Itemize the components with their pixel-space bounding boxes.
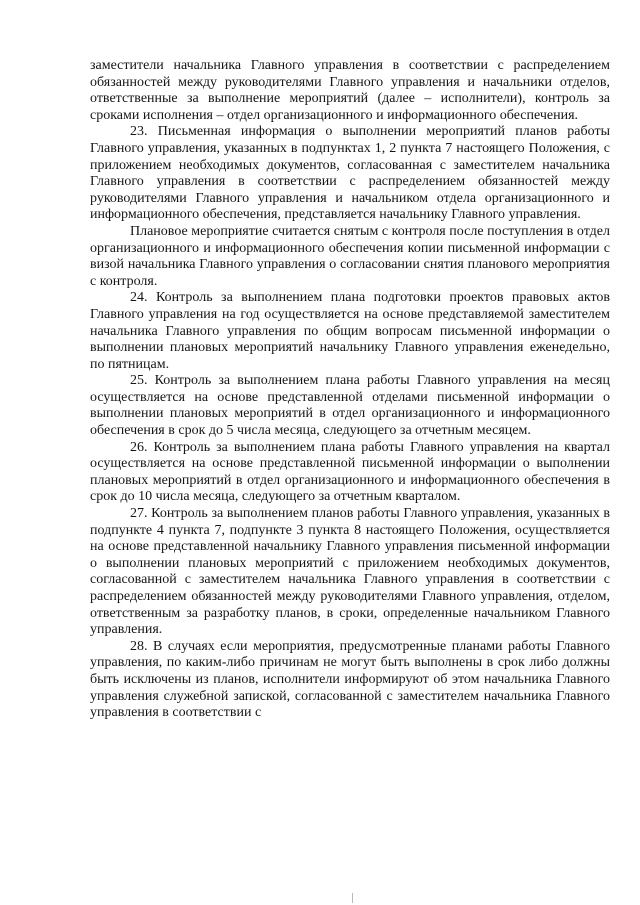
paragraph-item-26: 26. Контроль за выполнением плана работы Главного управления на квартал осуществляется на основе представленной письменной информации о выполнении плановых мероприятий в отдел организационного и информационного обеспечения в срок до 10 числа месяца, следующего за отчетным кварталом.	[90, 439, 610, 505]
paragraph-item-27: 27. Контроль за выполнением планов работы Главного управления, указанных в подпункте 4 пункта 7, подпункте 3 пункта 8 настоящего Положения, осуществляется на основе представленной начальнику Главного управления письменной информации о выполнении плановых мероприятий с приложением необходимых документов, согласованной с заместителем начальника Главного управления в соответствии с распределением обязанностей между руководителями Главного управления, отделом, ответственным за разработку планов, в сроки, определенные начальником Главного управления.	[90, 506, 610, 638]
paragraph-continuation: заместители начальника Главного управления в соответствии с распределением обязанностей между руководителями Главного управления и начальники отделов, ответственные за выполнение мероприятий (далее – исполнители), контроль за сроками исполнения – отдел организационного и информационного обеспечения.	[90, 58, 610, 123]
document-body	[90, 58, 610, 722]
scan-artifact-line	[352, 893, 353, 903]
paragraph-item-25: 25. Контроль за выполнением плана работы Главного управления на месяц осуществляется на основе представленной отделами письменной информации о выполнении плановых мероприятий в отдел организационного и информационного обеспечения в срок до 5 числа месяца, следующего за отчетным месяцем.	[90, 373, 610, 439]
paragraph-item-23: 23. Письменная информация о выполнении мероприятий планов работы Главного управления, указанных в подпунктах 1, 2 пункта 7 настоящего Положения, с приложением необходимых документов, согласованная с заместителем начальника Главного управления в соответствии с распределением обязанностей между руководителями Главного управления и начальником отдела организационного и информационного обеспечения, представляется начальнику Главного управления.	[90, 124, 610, 223]
paragraph-item-28: 28. В случаях если мероприятия, предусмотренные планами работы Главного управления, по каким-либо причинам не могут быть выполнены в срок либо должны быть исключены из планов, исполнители информируют об этом начальника Главного управления служебной запиской, согласованной с заместителем начальника Главного управления в соответствии с	[90, 638, 610, 721]
paragraph-item-24: 24. Контроль за выполнением плана подготовки проектов правовых актов Главного управления на год осуществляется на основе представляемой заместителем начальника Главного управления по общим вопросам письменной информации о выполнении плановых мероприятий начальнику Главного управления еженедельно, по пятницам.	[90, 290, 610, 372]
paragraph-planned-event-removal: Плановое мероприятие считается снятым с контроля после поступления в отдел организационного и информационного обеспечения копии письменной информации с визой начальника Главного управления о согласовании снятия планового мероприятия с контроля.	[90, 223, 610, 289]
